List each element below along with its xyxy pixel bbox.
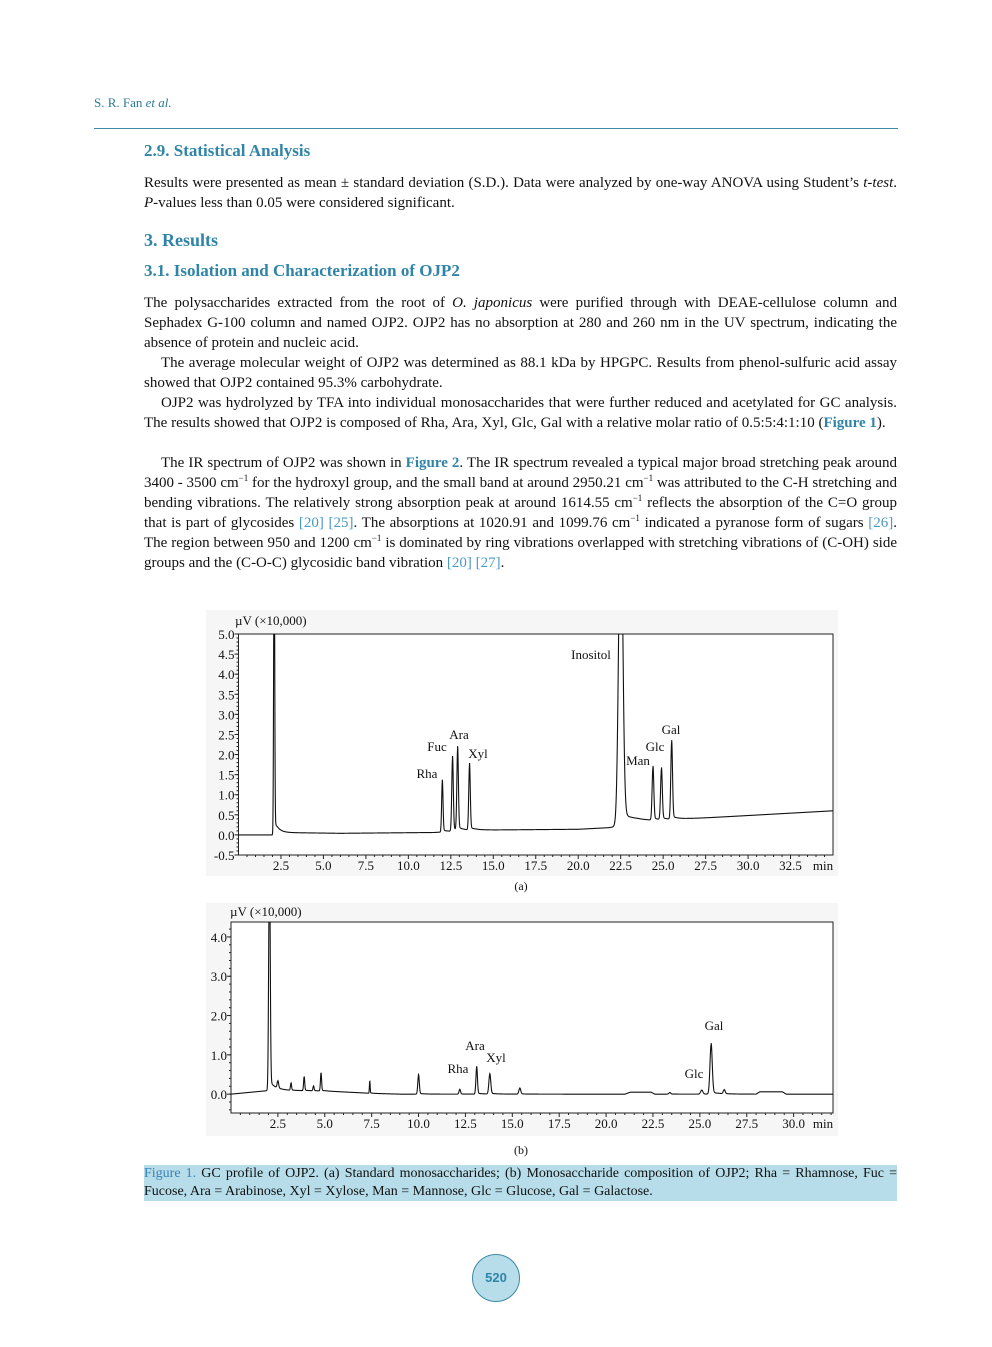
- peak-label-man: Man: [626, 753, 650, 768]
- peak-label-rha: Rha: [416, 766, 438, 781]
- figure-caption: [144, 1165, 897, 1201]
- section-heading-results: 3. Results: [144, 230, 219, 250]
- text-run: .: [893, 175, 897, 191]
- x-tick-label: 10.0: [396, 858, 420, 873]
- panel-label: (a): [514, 879, 528, 893]
- chart-a: [206, 610, 838, 893]
- text-run: The IR spectrum of OJP2 was shown in: [161, 455, 406, 471]
- authors: S. R. Fan: [94, 95, 143, 110]
- superscript: −1: [630, 513, 640, 523]
- x-tick-label: 30.0: [736, 858, 760, 873]
- x-tick-label: 2.5: [269, 1116, 287, 1131]
- x-tick-label: 15.0: [481, 858, 505, 873]
- text-run: for the hydroxyl group, and the small band at around 2950.21 cm: [248, 475, 644, 491]
- x-axis-unit: min: [812, 1116, 834, 1131]
- x-tick-label: 12.5: [454, 1116, 477, 1131]
- y-tick-label: 3.0: [210, 969, 227, 985]
- peak-label-gal: Gal: [704, 1018, 724, 1033]
- x-tick-label: 25.0: [688, 1116, 712, 1131]
- x-tick-label: 30.0: [782, 1116, 805, 1131]
- x-tick-label: 10.0: [407, 1116, 430, 1131]
- y-tick-label: 1.0: [218, 787, 235, 803]
- text-run: OJP2 was hydrolyzed by TFA into individual monosaccharides that were further reduced and acetylated for GC analysis. The results showed that OJP2 is composed of Rha, Ara, Xyl, Glc, Gal with a relative molar ratio of 0.5:5:4:1:10 (: [144, 395, 897, 431]
- text-run: The average molecular weight of OJP2 was determined as 88.1 kDa by HPGPC. Results from phenol-sulfuric acid assay showed that OJP2 contained 95.3% carbohydrate.: [144, 355, 897, 391]
- y-tick-label: 2.5: [218, 727, 235, 743]
- chart-b: [206, 903, 838, 1157]
- x-tick-label: 17.5: [524, 858, 548, 873]
- text-run: reflects the absorption of the C=O group that is part of glycosides: [144, 495, 898, 531]
- y-tick-label: 4.5: [218, 647, 235, 663]
- text-run: .: [500, 555, 505, 571]
- y-tick-label: 4.0: [218, 667, 235, 683]
- y-tick-label: -0.5: [213, 848, 235, 863]
- peak-label-ara: Ara: [465, 1038, 485, 1053]
- citation-link[interactable]: [20] [25]: [298, 515, 354, 531]
- italic-text: P: [144, 195, 154, 211]
- italic-text: O. japonicus: [452, 295, 533, 311]
- italic-text: t-test: [863, 175, 894, 191]
- x-tick-label: 5.0: [315, 858, 332, 873]
- citation-link[interactable]: [26]: [868, 515, 894, 531]
- caption-label: Figure 1.: [144, 1166, 197, 1181]
- y-tick-label: 0.0: [210, 1087, 227, 1103]
- y-tick-label: 4.0: [210, 929, 227, 945]
- caption-text: GC profile of OJP2. (a) Standard monosaccharides; (b) Monosaccharide composition of OJP2; Rha = Rhamnose, Fuc = Fucose, Ara = Arabinose, Xyl = Xylose, Man = Mannose, Glc = Glucose, Gal = Galactose.: [144, 1166, 897, 1199]
- y-tick-label: 2.0: [218, 747, 235, 763]
- peak-label-gal: Gal: [661, 722, 681, 737]
- y-tick-label: 3.0: [218, 707, 235, 723]
- x-tick-label: 7.5: [363, 1116, 380, 1131]
- text-run: indicated a pyranose form of sugars: [639, 515, 869, 531]
- y-axis-label: µV (×10,000): [230, 904, 302, 919]
- peak-label-fuc: Fuc: [427, 739, 447, 754]
- section-heading-isolation: 3.1. Isolation and Characterization of OJP2: [144, 261, 460, 280]
- x-tick-label: 2.5: [272, 858, 290, 873]
- et-al: et al.: [145, 95, 172, 110]
- x-tick-label: 20.0: [594, 1116, 618, 1131]
- text-run: The polysaccharides extracted from the root of: [144, 295, 453, 311]
- x-axis-unit: min: [812, 858, 834, 873]
- x-tick-label: 7.5: [357, 858, 375, 873]
- y-tick-label: 5.0: [218, 627, 235, 642]
- text-run: -values less than 0.05 were considered significant.: [153, 195, 455, 211]
- text-run: . The region between 950 and 1200 cm: [144, 515, 897, 551]
- y-tick-label: 1.5: [218, 767, 235, 783]
- panel-label: (b): [514, 1143, 528, 1157]
- plot-frame: [239, 634, 834, 855]
- text-run: Results were presented as mean ± standard deviation (S.D.). Data were analyzed by one-way ANOVA using Student’s: [144, 175, 864, 191]
- peak-label-glc: Glc: [645, 739, 665, 754]
- peak-label-glc: Glc: [684, 1066, 704, 1081]
- y-tick-label: 0.0: [218, 827, 235, 843]
- peak-label-inositol: Inositol: [571, 647, 611, 662]
- citation-link[interactable]: [20] [27]: [446, 555, 501, 571]
- text-run: ).: [876, 415, 886, 431]
- superscript: −1: [238, 473, 249, 483]
- superscript: −1: [371, 533, 382, 543]
- y-axis-label: µV (×10,000): [235, 613, 307, 628]
- y-tick-label: 3.5: [218, 687, 235, 703]
- x-tick-label: 20.0: [566, 858, 590, 873]
- peak-label-xyl: Xyl: [468, 746, 488, 761]
- x-tick-label: 27.5: [694, 858, 717, 873]
- peak-label-xyl: Xyl: [486, 1050, 506, 1065]
- x-tick-label: 25.0: [651, 858, 675, 873]
- y-tick-label: 2.0: [210, 1008, 227, 1024]
- peak-label-rha: Rha: [447, 1061, 469, 1076]
- peak-label-ara: Ara: [449, 727, 469, 742]
- y-tick-label: 1.0: [210, 1047, 227, 1063]
- x-tick-label: 5.0: [316, 1116, 333, 1131]
- x-tick-label: 12.5: [439, 858, 463, 873]
- superscript: −1: [632, 493, 643, 503]
- x-tick-label: 27.5: [735, 1116, 759, 1131]
- x-tick-label: 32.5: [779, 858, 802, 873]
- superscript: −1: [643, 473, 654, 483]
- figure-link[interactable]: Figure 2: [405, 455, 460, 471]
- figure-link[interactable]: Figure 1: [823, 415, 877, 431]
- x-tick-label: 15.0: [500, 1116, 524, 1131]
- x-tick-label: 22.5: [641, 1116, 665, 1131]
- text-run: . The absorptions at 1020.91 and 1099.76 cm: [353, 515, 631, 531]
- text-run: . The IR spectrum revealed a typical major broad stretching peak around 3400 - 3500 cm: [144, 455, 897, 491]
- text-run: was attributed to the C-H stretching and bending vibrations. The relatively strong absorption peak at around 1614.55 cm: [144, 475, 897, 511]
- page-number: 520: [472, 1254, 520, 1302]
- text-run: were purified through with DEAE-cellulose column and Sephadex G-100 column and named OJP2. OJP2 has no absorption at 280 and 260 nm in the UV spectrum, indicating the absence of protein and nucleic acid.: [144, 295, 898, 351]
- text-run: is dominated by ring vibrations overlapped with stretching vibrations of (C-OH) side groups and the (C-O-C) glycosidic band vibration: [144, 535, 897, 571]
- x-tick-label: 17.5: [547, 1116, 571, 1131]
- x-tick-label: 22.5: [609, 858, 633, 873]
- y-tick-label: 0.5: [218, 807, 235, 823]
- section-heading-statistical-analysis: 2.9. Statistical Analysis: [144, 141, 311, 160]
